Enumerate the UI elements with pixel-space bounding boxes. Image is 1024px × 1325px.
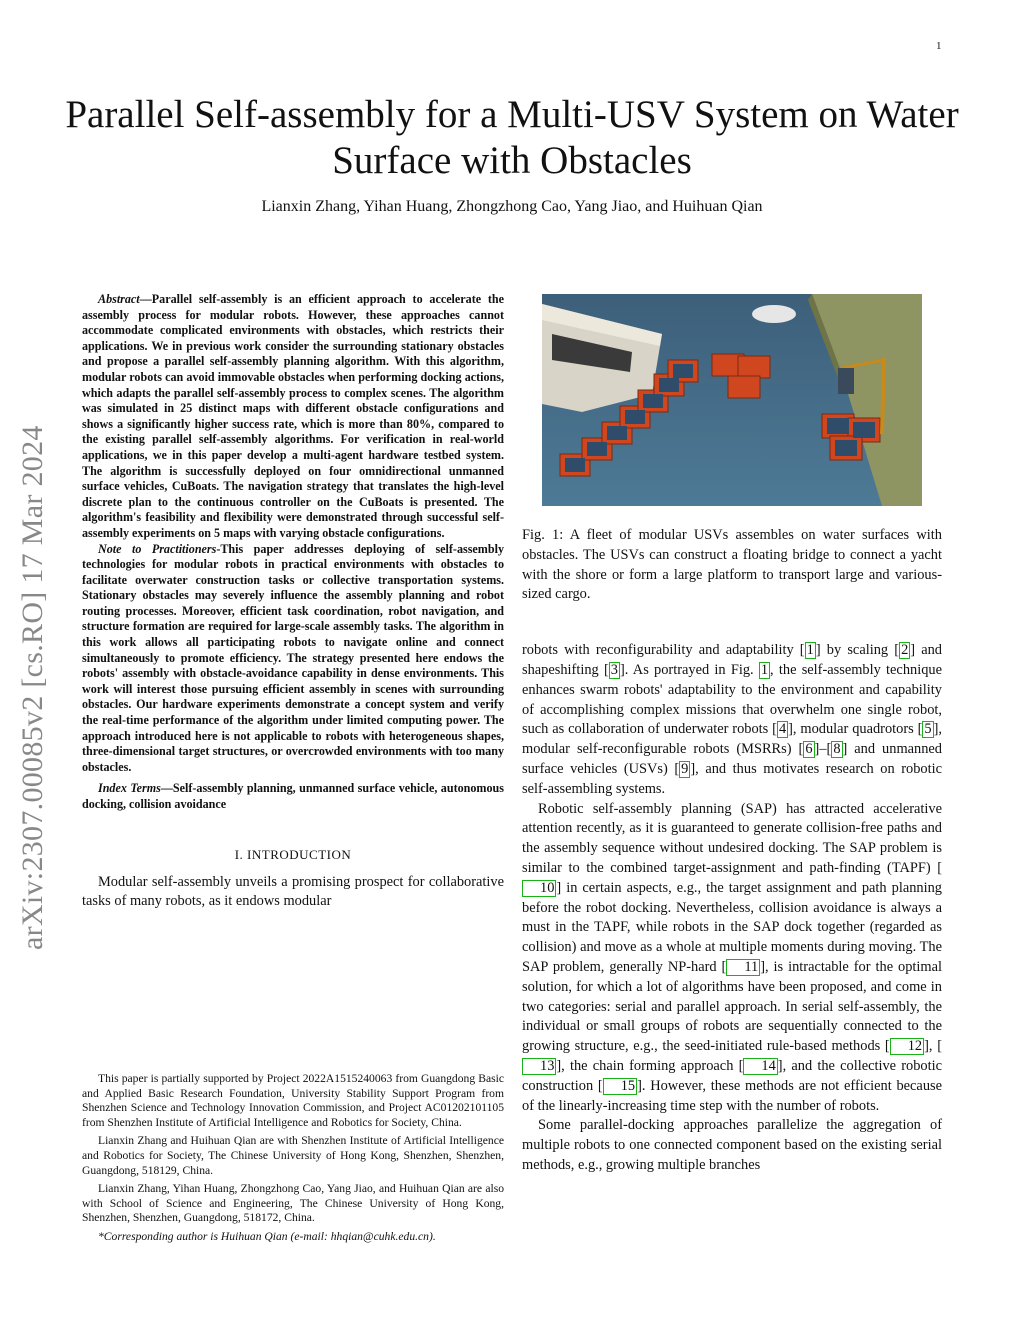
- citation-link[interactable]: 4: [778, 721, 787, 738]
- left-column: [82, 292, 504, 912]
- footnote-affiliation-2: Lianxin Zhang, Yihan Huang, Zhongzhong Cao, Yang Jiao, and Huihuan Qian are also with School of Science and Engineering, The Chinese University of Hong Kong, Shenzhen, Shenzhen, Guangdong, 518172, China.: [82, 1182, 504, 1225]
- paper-title: Parallel Self-assembly for a Multi-USV System on Water Surface with Obstacles: [65, 93, 959, 182]
- footnotes: [82, 1072, 504, 1249]
- citation-link[interactable]: 8: [833, 741, 841, 758]
- figure-link[interactable]: 1: [760, 661, 769, 678]
- citation-link[interactable]: 13: [522, 1058, 556, 1075]
- citation-link[interactable]: 11: [726, 959, 760, 976]
- index-terms: [82, 781, 504, 812]
- footnote-corresponding-author: *Corresponding author is Huihuan Qian (e-mail: hhqian@cuhk.edu.cn).: [98, 1229, 436, 1243]
- citation-link[interactable]: 3: [610, 661, 618, 678]
- citation-link[interactable]: 9: [681, 760, 689, 777]
- abstract-text: —Parallel self-assembly is an efficient approach to accelerate the assembly process for modular robots. However, these approaches cannot accommodate complicated environments with obstacles, which restricts their applications. We in previous work consider the surrounding stationary obstacles and propose a parallel self-assembly planning algorithm. With this algorithm, modular robots can avoid immovable obstacles when performing docking actions, which adapts the parallel self-assembly process to complex scenes. The algorithm was simulated in 25 distinct maps with different obstacle configurations and shows a significantly higher success rate, which is more than 80%, compared to the existing parallel self-assembly algorithms. For verification in real-world applications, we in this paper develop a multi-agent hardware testbed system. The algorithm is successfully deployed on four omnidirectional unmanned surface vehicles, CuBoats. The navigation strategy that translates the high-level discrete plan to the continuous controller on the CuBoats is presented. The algorithm's feasibility and flexibility were demonstrated through successful self-assembly experiments on 5 maps with varying obstacle configurations.: [82, 292, 504, 540]
- right-paragraph-2: Robotic self-assembly planning (SAP) has attracted accelerative attention recently, as it is guaranteed to generate collision-free paths and the assembly sequence without undesired docking. The SAP problem is similar to the combined target-assignment and path-finding (TAPF) [10 ] in certain aspects, e.g., the target assignment and path planning before the robot docking. Nevertheless, collision avoidance is always a must in the TAPF, while robots in the SAP dock together (regarded as collision) and move as a whole at multiple moments during moving. The SAP problem, generally NP-hard [ 11 ], is intractable for the optimal solution, for which a lot of algorithms have been proposed, and come in two categories: serial and parallel approach. In serial self-assembly, the individual or small groups of robots are sequentially connected to the growing structure, e.g., the seed-initiated rule-based methods [ 12 ], [13 ], the chain forming approach [ 14 ], and the collective robotic construction [ 15 ]. However, these methods are not efficient because of the linearly-increasing time step with the number of robots.: [522, 800, 943, 1114]
- note-to-practitioners: [82, 542, 504, 776]
- arxiv-identifier: arXiv:2307.00085v2 [cs.RO] 17 Mar 2024: [16, 425, 49, 950]
- citation-link[interactable]: 15: [603, 1078, 637, 1095]
- citation-link[interactable]: 10: [522, 880, 556, 897]
- citation-link[interactable]: 14: [743, 1058, 777, 1075]
- note-label: Note to Practitioners: [98, 541, 217, 556]
- footnote-affiliation-1: Lianxin Zhang and Huihuan Qian are with Shenzhen Institute of Artificial Intelligence and Robotics for Society, The Chinese University of Hong Kong, Shenzhen, Shenzhen, Guangdong, 518129, China.: [82, 1134, 504, 1177]
- citation-link[interactable]: 2: [901, 642, 909, 659]
- page-number: 1: [936, 40, 942, 52]
- right-paragraph-1: robots with reconfigurability and adaptability [ 1 ] by scaling [ 2 ] and shapeshifting [ 3 ]. As portrayed in Fig. 1 , the self-assembly technique enhances swarm robots' adaptability to the environment and capability of accomplishing complex missions that overwhelm one single robot, such as collaboration of underwater robots [ 4 ], modular quadrotors [ 5 ], modular self-reconfigurable robots (MSRRs) [ 6 ]–[ 8 ] and unmanned surface vehicles (USVs) [ 9 ], and thus motivates research on robotic self-assembling systems.: [522, 642, 943, 797]
- footnote-funding: This paper is partially supported by Project 2022A1515240063 from Guangdong Basic and Applied Basic Research Foundation, University Stability Support Program from Shenzhen Science and Technology Innovation Commission, and Project AC01202101105 from Shenzhen Institute of Artificial Intelligence and Robotics for Society, China.: [82, 1072, 504, 1129]
- abstract: [82, 292, 504, 542]
- citation-link[interactable]: 6: [805, 741, 813, 758]
- index-terms-label: Index Terms: [98, 781, 161, 796]
- citation-link[interactable]: 5: [924, 721, 932, 738]
- right-column: [522, 292, 942, 1176]
- right-paragraph-3: Some parallel-docking approaches parallelize the aggregation of multiple robots to one connected component based on the existing serial methods, e.g., growing multiple branches: [522, 1117, 942, 1173]
- intro-paragraph: Modular self-assembly unveils a promising prospect for collaborative tasks of many robots, as it endows modular: [82, 873, 504, 910]
- note-text: -This paper addresses deploying of self-assembly technologies for modular robots in practical environments with obstacles to facilitate overwater construction tasks or collective transportation systems. Stationary obstacles may severely influence the assembly planning and robot routing processes. Moreover, efficient task coordination, robot navigation, and structure formation are required for large-scale assembly tasks. The algorithm in this work allows all participating robots to navigate online and connect simultaneously to promote efficiency. The strategy presented here endows the robots' assembly with obstacle-avoidance capability in dense environments. This work will interest those pursuing efficient assembly in scenes with surrounding obstacles. Our hardware experiments demonstrate a concept system and verify the real-time performance of the algorithm under limited computing power. The approach introduced here is not applicable to robots with heterogeneous shapes, three-dimensional target structures, or overcrowded environments with too many obstacles.: [82, 541, 504, 774]
- citation-link[interactable]: 12: [890, 1038, 924, 1055]
- citation-link[interactable]: 1: [806, 642, 814, 659]
- figure-1-caption: Fig. 1: A fleet of modular USVs assembles on water surfaces with obstacles. The USVs can construct a floating bridge to connect a yacht with the shore or form a large platform to transport large and various-sized cargo.: [522, 527, 942, 603]
- section-heading-introduction: I. INTRODUCTION: [234, 846, 352, 862]
- abstract-label: Abstract: [98, 292, 140, 306]
- index-terms-text: —Self-assembly planning, unmanned surface vehicle, autonomous docking, collision avoidance: [82, 781, 504, 811]
- figure-1-usv-fleet-image: [542, 294, 922, 506]
- author-list: Lianxin Zhang, Yihan Huang, Zhongzhong Cao, Yang Jiao, and Huihuan Qian: [261, 198, 763, 215]
